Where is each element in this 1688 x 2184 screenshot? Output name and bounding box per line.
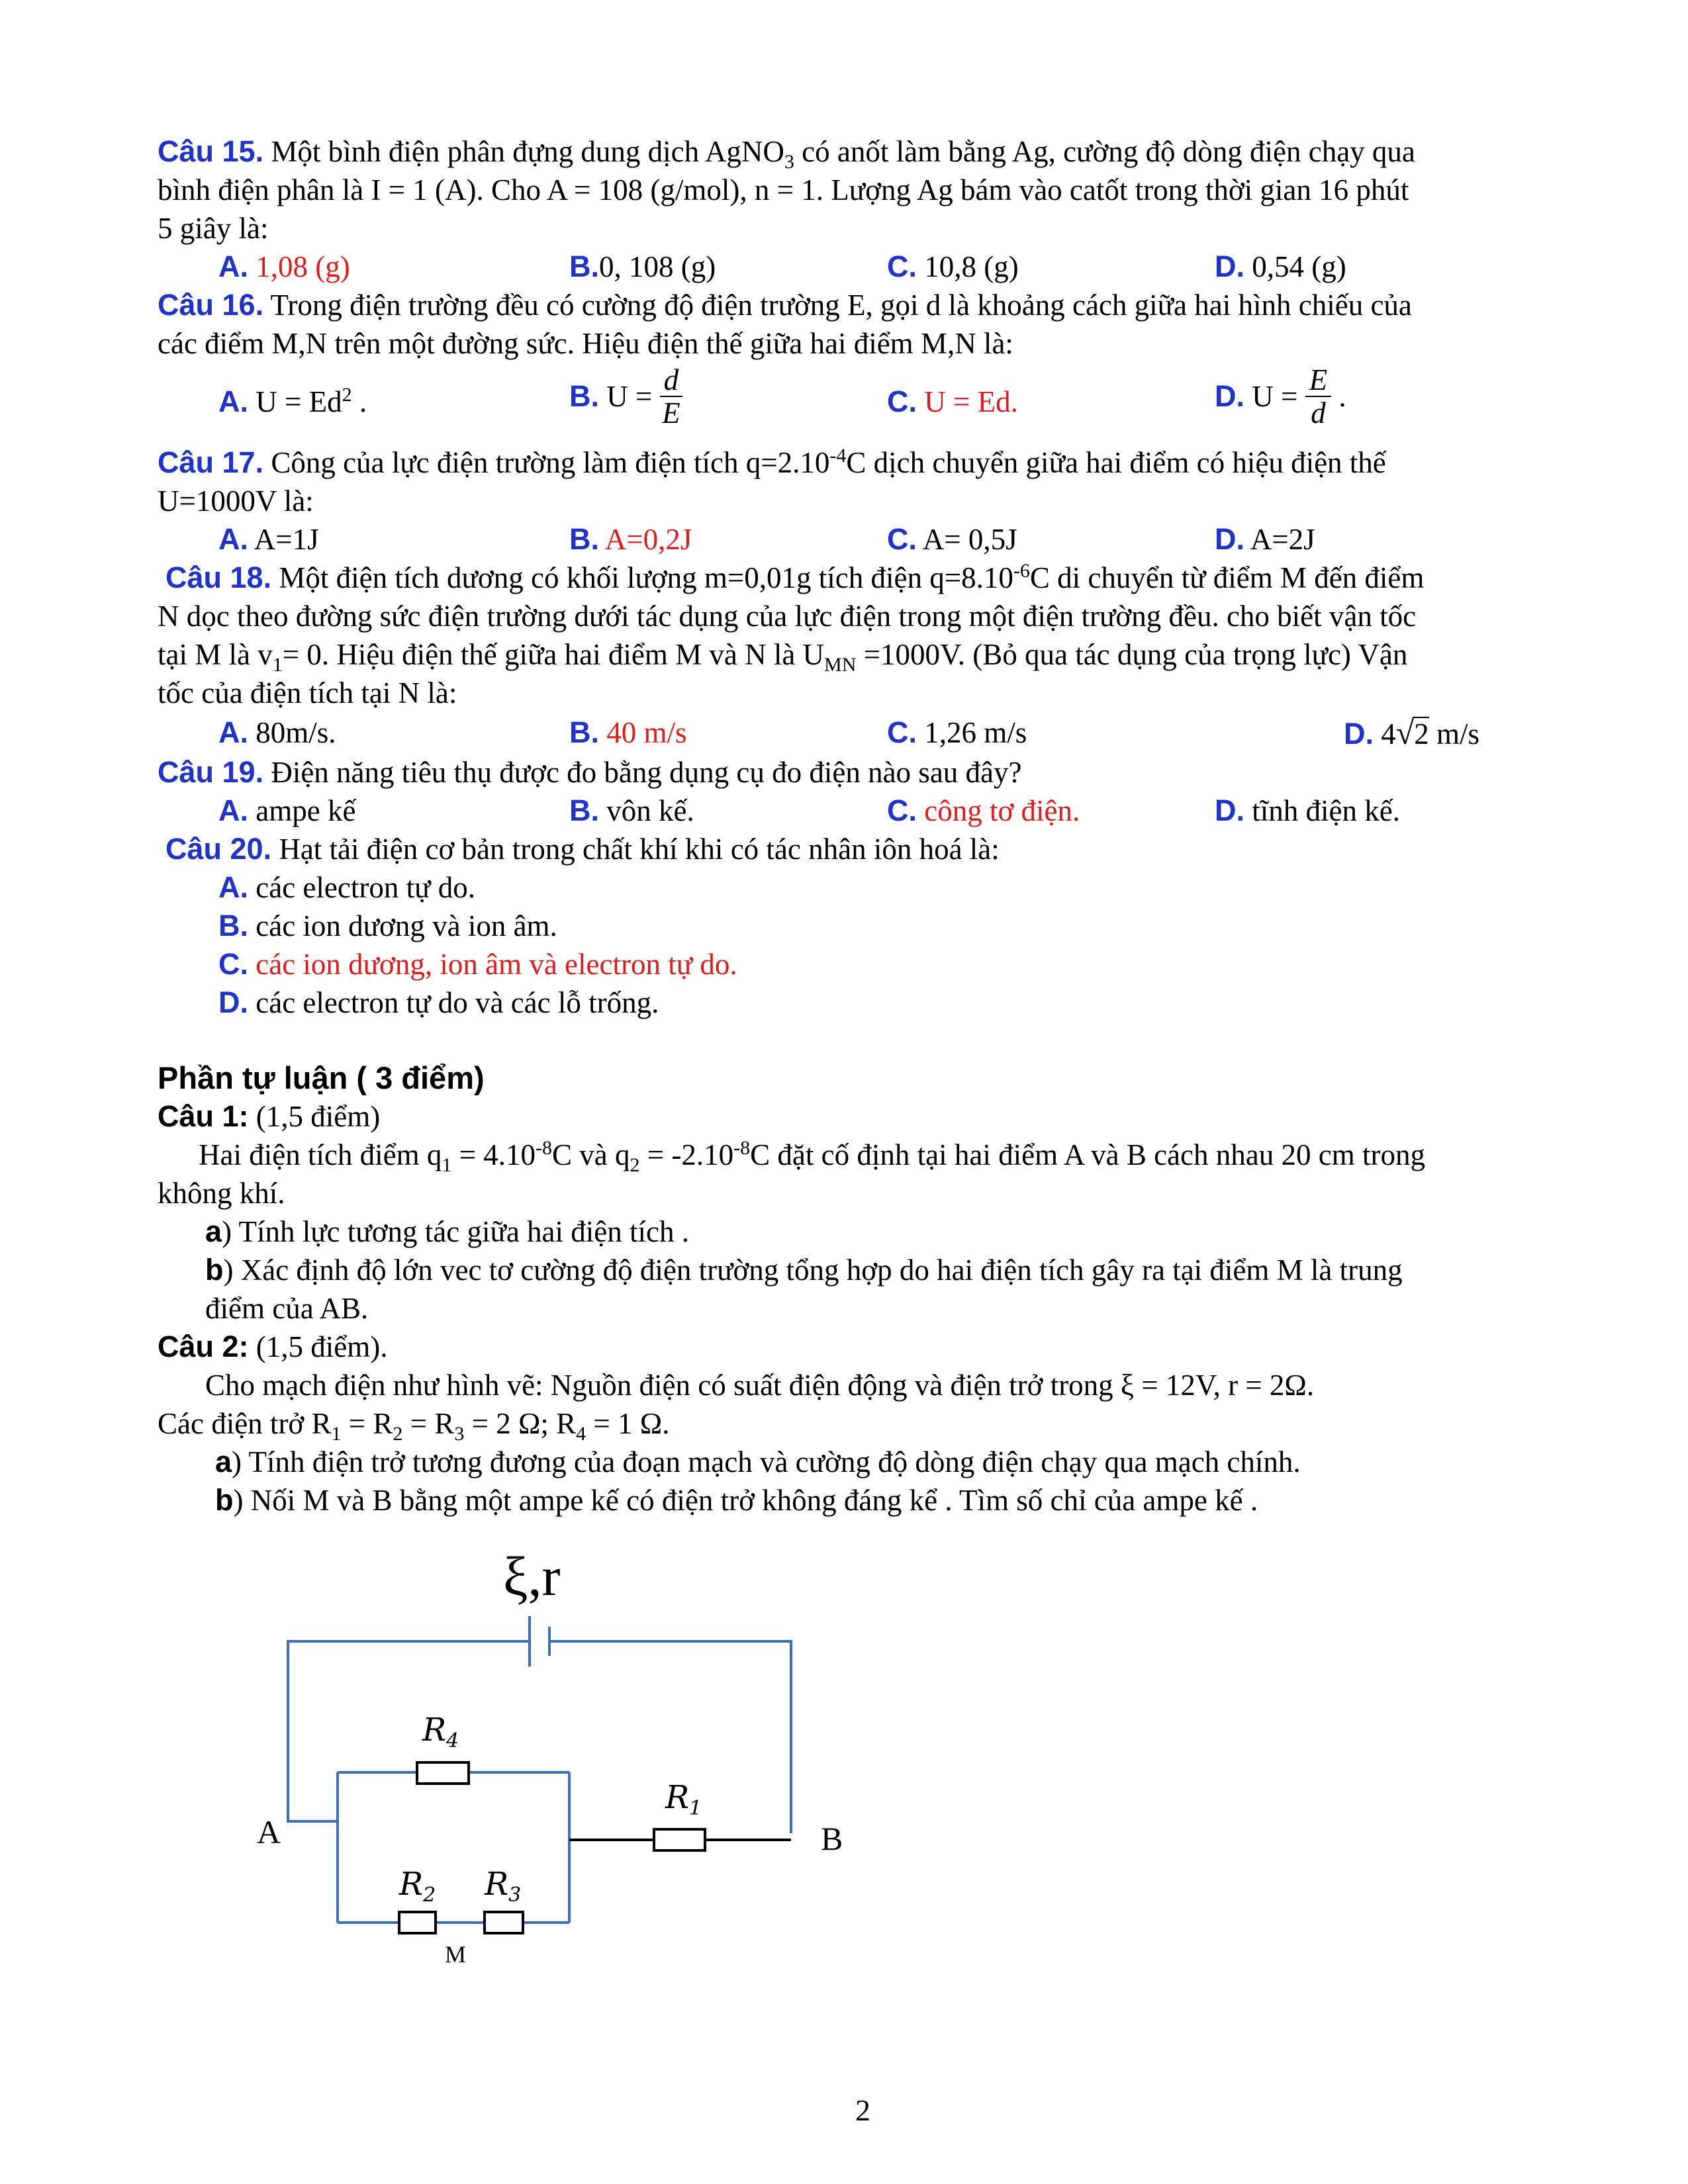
q16-line1: Câu 16. Trong điện trường đều có cường độ điện trường E, gọi d là khoảng cách giữa hai hình chiếu của xyxy=(158,288,1412,322)
resistor-r3 xyxy=(485,1912,523,1933)
q15-option-b[interactable]: B.0, 108 (g) xyxy=(569,250,716,283)
q20-option-c[interactable]: C. các ion dương, ion âm và electron tự do. xyxy=(218,947,737,981)
essay-q1-title: Câu 1: (1,5 điểm) xyxy=(158,1099,381,1133)
q15-line2: bình điện phân là I = 1 (A). Cho A = 108 (g/mol), n = 1. Lượng Ag bám vào catốt trong thời gian 16 phút xyxy=(158,173,1409,206)
fraction-d-over-e: $\frac{d}{E}$ xyxy=(660,364,683,429)
essay-q1-line1: Hai điện tích điểm $q_1 = 4.10^{-8}C$ và $q_2 = -2.10^{-8}C$ đặt cố định tại hai điểm A và B cách nhau 20 cm trong xyxy=(199,1137,1425,1176)
q17-label: Câu 17. xyxy=(158,445,264,479)
q15-line3: 5 giây là: xyxy=(158,212,269,245)
essay-q2-line1: Cho mạch điện như hình vẽ: Nguồn điện có suất điện động và điện trở trong ξ = 12V, r = 2Ω. xyxy=(205,1369,1315,1402)
q18-option-b[interactable]: B. 40 m/s xyxy=(569,715,687,749)
q20-option-b[interactable]: B. các ion dương và ion âm. xyxy=(218,909,557,942)
q15-option-d[interactable]: D. 0,54 (g) xyxy=(1215,250,1346,283)
essay-q1-line2: không khí. xyxy=(158,1177,285,1210)
node-a-label: A xyxy=(257,1813,281,1850)
essay-q2-part-b: b) Nối M và B bằng một ampe kế có điện trở không đáng kể . Tìm số chỉ của ampe kế . xyxy=(215,1483,1258,1517)
q15-option-c[interactable]: C. 10,8 (g) xyxy=(887,250,1019,283)
q16-option-c[interactable]: C. U = Ed. xyxy=(887,385,1018,418)
q17-line2: U=1000V là: xyxy=(158,484,314,518)
r4-label: $R_4$ xyxy=(422,1711,459,1752)
q16-line2: các điểm M,N trên một đường sức. Hiệu điện thế giữa hai điểm M,N là: xyxy=(158,327,1013,360)
wire-top-right xyxy=(551,1641,791,1696)
r2-label: $R_2$ xyxy=(399,1866,436,1907)
essay-q1-part-a: a) Tính lực tương tác giữa hai điện tích . xyxy=(205,1214,689,1248)
q19-option-c[interactable]: C. công tơ điện. xyxy=(887,794,1080,827)
q20-label: Câu 20. xyxy=(165,832,272,866)
q15-label: Câu 15. xyxy=(158,134,264,168)
q19-option-b[interactable]: B. vôn kế. xyxy=(569,794,694,827)
q19-option-d[interactable]: D. tĩnh điện kế. xyxy=(1215,794,1400,827)
q17-line1: Câu 17. Công của lực điện trường làm điện tích $q=2.10^{-4}C$ dịch chuyển giữa hai điểm có hiệu điện thế xyxy=(158,445,1386,479)
essay-q2-part-a: a) Tính điện trở tương đương của đoạn mạch và cường độ dòng điện chạy qua mạch chính. xyxy=(215,1445,1301,1479)
sqrt-sign-icon: √ xyxy=(1395,714,1415,751)
page-number: 2 xyxy=(855,2093,870,2127)
q18-line3: tại M là $v_1= 0$. Hiệu điện thế giữa hai điểm M và N là $U_{MN} =1000V$. (Bỏ qua tác dụng của trọng lực) Vận xyxy=(158,638,1408,676)
q19-option-a[interactable]: A. ampe kế xyxy=(218,794,356,827)
q16-option-d[interactable]: D. U = $\frac{E}{d}$ . xyxy=(1215,363,1346,430)
circuit-diagram xyxy=(238,1522,900,1985)
q17-option-a[interactable]: A. A=1J xyxy=(218,522,319,556)
q18-label: Câu 18. xyxy=(165,561,272,594)
q15-line1: Câu 15. Một bình điện phân đựng dung dịch AgNO$_3$ có anốt làm bằng Ag, cường độ dòng điện chạy qua xyxy=(158,134,1415,173)
q15-option-a[interactable]: A. 1,08 (g) xyxy=(218,250,350,283)
q18-line2: N dọc theo đường sức điện trường dưới tác dụng của lực điện trong một điện trường đều. cho biết vận tốc xyxy=(158,600,1417,633)
q18-line4: tốc của điện tích tại N là: xyxy=(158,676,457,709)
r3-label: $R_3$ xyxy=(485,1866,522,1907)
q20-option-a[interactable]: A. các electron tự do. xyxy=(218,870,475,904)
node-b-label: B xyxy=(821,1820,843,1857)
q19-line1: Câu 19. Điện năng tiêu thụ được đo bằng dụng cụ đo điện nào sau đây? xyxy=(158,755,1022,789)
q16-option-b[interactable]: B. U = $\frac{d}{E}$ xyxy=(569,364,682,429)
essay-q1-part-b: b) Xác định độ lớn vec tơ cường độ điện trường tổng hợp do hai điện tích gây ra tại điểm M là trung xyxy=(205,1253,1403,1287)
outer-loop-wires xyxy=(288,1616,791,1923)
resistor-r4 xyxy=(417,1762,469,1784)
source-label: ξ,r xyxy=(503,1546,561,1608)
essay-q1-part-b-line2: điểm của AB. xyxy=(205,1292,369,1325)
q20-line1: Câu 20. Hạt tải điện cơ bản trong chất khí khi có tác nhân iôn hoá là: xyxy=(165,832,1000,866)
essay-q2-title: Câu 2: (1,5 điểm). xyxy=(158,1330,388,1363)
q18-option-d[interactable]: D. 4√2 m/s xyxy=(1344,714,1479,751)
q18-option-c[interactable]: C. 1,26 m/s xyxy=(887,715,1027,749)
q16-label: Câu 16. xyxy=(158,288,264,322)
r1-label: $R_1$ xyxy=(665,1779,702,1820)
q19-label: Câu 19. xyxy=(158,755,264,789)
fraction-e-over-d: $\frac{E}{d}$ xyxy=(1305,364,1332,429)
q16-option-a[interactable]: A. $U = Ed^2$ . xyxy=(218,384,367,418)
q18-line1: Câu 18. Một điện tích dương có khối lượng m=0,01g tích điện $q=8.10^{-6}C$ di chuyển từ điểm M đến điểm xyxy=(165,560,1425,594)
essay-q2-line2: Các điện trở $R_1 = R_2 = R_3 = 2$ Ω; $R_4 = 1$ Ω. xyxy=(158,1407,670,1445)
q20-option-d[interactable]: D. các electron tự do và các lỗ trống. xyxy=(218,985,659,1019)
q17-option-c[interactable]: C. A= 0,5J xyxy=(887,522,1017,556)
essay-heading: Phần tự luận ( 3 điểm) xyxy=(158,1060,485,1095)
q17-option-d[interactable]: D. A=2J xyxy=(1215,522,1315,556)
q17-option-b[interactable]: B. A=0,2J xyxy=(569,522,692,556)
node-m-label: M xyxy=(445,1941,467,1968)
resistor-r1 xyxy=(654,1829,705,1850)
resistor-r2 xyxy=(399,1912,436,1933)
wire-top-left xyxy=(288,1641,528,1821)
q18-option-a[interactable]: A. 80m/s. xyxy=(218,715,336,749)
